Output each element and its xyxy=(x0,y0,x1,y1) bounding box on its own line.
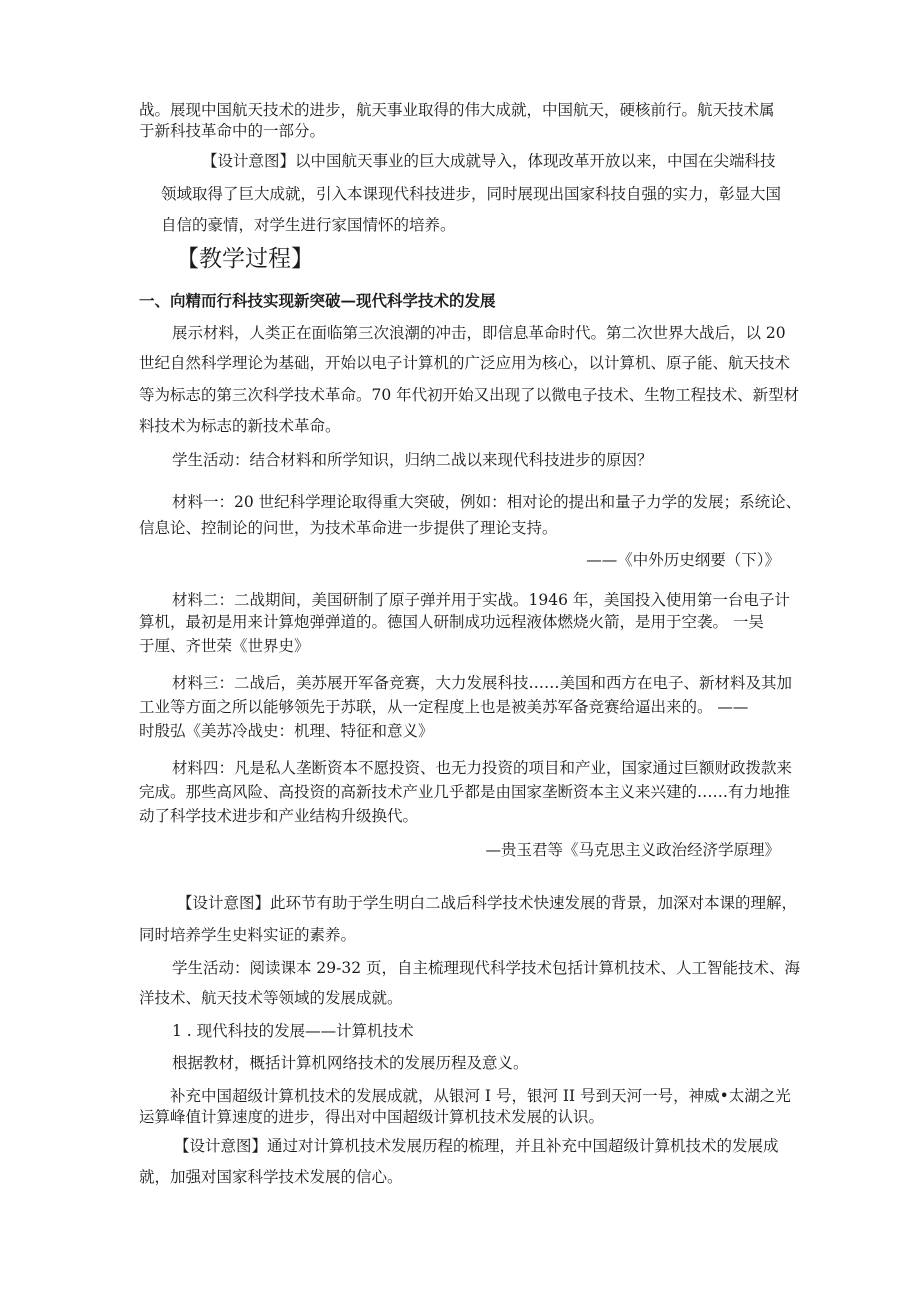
material-2-line-2: 算机，最初是用来计算炮弹弹道的。德国人研制成功远程液体燃烧火箭，是用于空袭。 一吴 xyxy=(139,613,764,631)
intro-line-1: 战。展现中国航天技术的进步，航天事业取得的伟大成就，中国航天，硬核前行。航天技术属 xyxy=(139,101,775,119)
design-intent-2-line-1: 【设计意图】此环节有助于学生明白二战后科学技术快速发展的背景，加深对本课的理解， xyxy=(177,894,798,912)
point-1-title: 1 . 现代科技的发展——计算机技术 xyxy=(172,1022,414,1040)
design-intent-3-line-1: 【设计意图】通过对计算机技术发展历程的梳理，并且补充中国超级计算机技术的发展成 xyxy=(174,1137,779,1155)
material-3-line-3: 时殷弘《美苏冷战史：机理、特征和意义》 xyxy=(139,722,434,740)
material-4-line-1: 材料四：凡是私人垄断资本不愿投资、也无力投资的项目和产业，国家通过巨额财政拨款来 xyxy=(172,759,793,777)
material-3-line-1: 材料三：二战后，美苏展开军备竞赛，大力发展科技……美国和西方在电子、新材料及其加 xyxy=(172,674,793,692)
student-activity-1: 学生活动：结合材料和所学知识，归纳二战以来现代科技进步的原因？ xyxy=(172,451,653,469)
material-4-line-2: 完成。那些高风险、高投资的高新技术产业几乎都是由国家垄断资本主义来兴建的……有力地推 xyxy=(139,783,791,801)
material-intro-line-3: 等为标志的第三次科学技术革命。70 年代初开始又出现了以微电子技术、生物工程技术、新型材 xyxy=(139,386,800,404)
material-1-source: ——《中外历史纲要（下）》 xyxy=(586,551,780,569)
material-3-line-2: 工业等方面之所以能够领先于苏联，从一定程度上也是被美苏军备竞赛给逼出来的。 —— xyxy=(139,698,749,716)
supplement-line-2: 运算峰值计算速度的进步，得出对中国超级计算机技术发展的认识。 xyxy=(139,1108,605,1126)
material-intro-line-4: 料技术为标志的新技术革命。 xyxy=(139,417,341,435)
student-activity-2-line-1: 学生活动：阅读课本 29-32 页，自主梳理现代科学技术包括计算机技术、人工智能技术、海 xyxy=(172,959,801,977)
student-activity-2-line-2: 洋技术、航天技术等领域的发展成就。 xyxy=(139,989,403,1007)
design-intent-1-line-2: 领域取得了巨大成就，引入本课现代科技进步，同时展现出国家科技自强的实力，彰显大国 xyxy=(161,185,782,203)
material-2-line-3: 于厘、齐世荣《世界史》 xyxy=(139,637,310,655)
intro-line-2: 于新科技革命中的一部分。 xyxy=(139,122,326,140)
material-intro-line-1: 展示材料，人类正在面临第三次浪潮的冲击，即信息革命时代。第二次世界大战后，以 20 xyxy=(172,324,786,342)
material-2-line-1: 材料二：二战期间，美国研制了原子弹并用于实战。1946 年，美国投入使用第一台电子计 xyxy=(172,591,790,609)
design-intent-2-line-2: 同时培养学生史料实证的素养。 xyxy=(139,926,357,944)
section-heading: 【教学过程】 xyxy=(176,246,314,272)
point-1-task: 根据教材，概括计算机网络技术的发展历程及意义。 xyxy=(172,1054,529,1072)
material-intro-line-2: 世纪自然科学理论为基础，开始以电子计算机的广泛应用为核心，以计算机、原子能、航天技术 xyxy=(139,354,791,372)
design-intent-1-line-1: 【设计意图】以中国航天事业的巨大成就导入，体现改革开放以来，中国在尖端科技 xyxy=(202,152,776,170)
subsection-1-title: 一、向精而行科技实现新突破—现代科学技术的发展 xyxy=(139,291,496,310)
supplement-line-1: 补充中国超级计算机技术的发展成就，从银河 I 号，银河 II 号到天河一号，神威•太湖之光 xyxy=(170,1087,791,1105)
material-1-line-2: 信息论、控制论的问世，为技术革命进一步提供了理论支持。 xyxy=(139,519,558,537)
design-intent-3-line-2: 就，加强对国家科学技术发展的信心。 xyxy=(139,1168,403,1186)
material-1-line-1: 材料一：20 世纪科学理论取得重大突破，例如：相对论的提出和量子力学的发展；系统论、 xyxy=(172,493,802,511)
design-intent-1-line-3: 自信的豪情，对学生进行家国情怀的培养。 xyxy=(161,216,456,234)
material-4-source: —贵玉君等《马克思主义政治经济学原理》 xyxy=(485,841,780,859)
material-4-line-3: 动了科学技术进步和产业结构升级换代。 xyxy=(139,807,419,825)
